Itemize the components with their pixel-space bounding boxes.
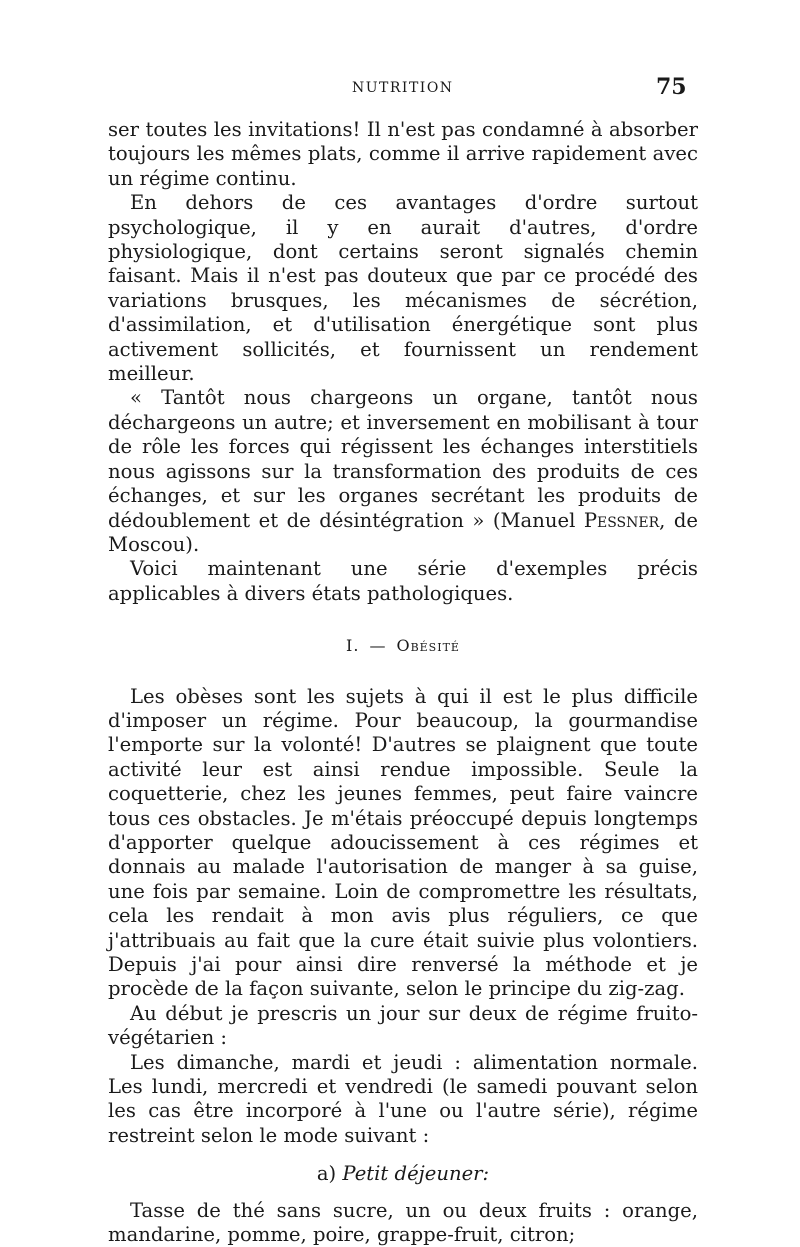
citation-author: Pessner [583, 508, 660, 532]
running-head [0, 74, 800, 104]
paragraph-advantages: En dehors de ces avantages d'ordre surtout psychologique, il y en aurait d'autres, d'ordre physiologique, dont certains seront signalés chemin faisant. Mais il n'est pas douteux que par ce procédé des variations brusques, les mécanismes de sécrétion, d'assimilation, et d'utilisation énergétique sont plus activement sollicités, et fournissent un rendement meilleur. [108, 191, 698, 386]
citation-close: , de Moscou). [108, 508, 699, 556]
subheading-label: a) [316, 1162, 337, 1186]
paragraph-obesity: Les obèses sont les sujets à qui il est le plus difficile d'imposer un régime. Pour beaucoup, la gourmandise l'emporte sur la volonté! D'autres se plaignent que toute activité leur est ainsi rendue impossible. Seule la coquetterie, chez les jeunes femmes, peut faire vaincre tous ces obstacles. Je m'étais préoccupé depuis longtemps d'apporter quelque adoucissement à ces régimes et donnais au malade l'autorisation de manger à sa guise, une fois par semaine. Loin de compromettre les résultats, cela les rendait à mon avis plus réguliers, ce que j'attribuais au fait que la cure était suivie plus volontiers. Depuis j'ai pour ainsi dire renversé la méthode et je procède de la façon suivante, selon le principe du zig-zag. [108, 684, 698, 1001]
paragraph-quote [108, 386, 698, 557]
section-heading [108, 634, 698, 658]
section-title: Obésité [396, 636, 460, 656]
paragraph-breakfast: Tasse de thé sans sucre, un ou deux fruits : orange, mandarine, pomme, poire, grappe-fruit, citron; [108, 1198, 698, 1247]
section-dash: — [369, 636, 387, 656]
subheading [108, 1162, 698, 1186]
paragraph-regime-start: Au début je prescris un jour sur deux de régime fruito-végétarien : [108, 1001, 698, 1050]
section-number: I. [346, 636, 360, 656]
text-body [108, 118, 698, 1247]
quote-text: « Tantôt nous chargeons un organe, tantôt nous déchargeons un autre; et inversement en mobilisant à tour de rôle les forces qui régissent les échanges interstitiels nous agissons sur la transformation des produits de ces échanges, et sur les organes secrétant les produits de dédoublement et de désintégration » [108, 386, 698, 532]
paragraph-continuation: ser toutes les invitations! Il n'est pas condamné à absorber toujours les mêmes plats, comme il arrive rapidement avec un régime continu. [108, 118, 698, 190]
citation-open: (Manuel [492, 508, 584, 532]
paragraph-schedule: Les dimanche, mardi et jeudi : alimentation normale. Les lundi, mercredi et vendredi (le samedi pouvant selon les cas être incorporé à l'une ou l'autre série), régime restreint selon le mode suivant : [108, 1050, 698, 1147]
running-head-title: NUTRITION [352, 80, 454, 96]
paragraph-examples: Voici maintenant une série d'exemples précis applicables à divers états pathologiques. [108, 557, 698, 605]
subheading-title: Petit déjeuner: [342, 1162, 490, 1186]
page-number: 75 [656, 74, 687, 100]
